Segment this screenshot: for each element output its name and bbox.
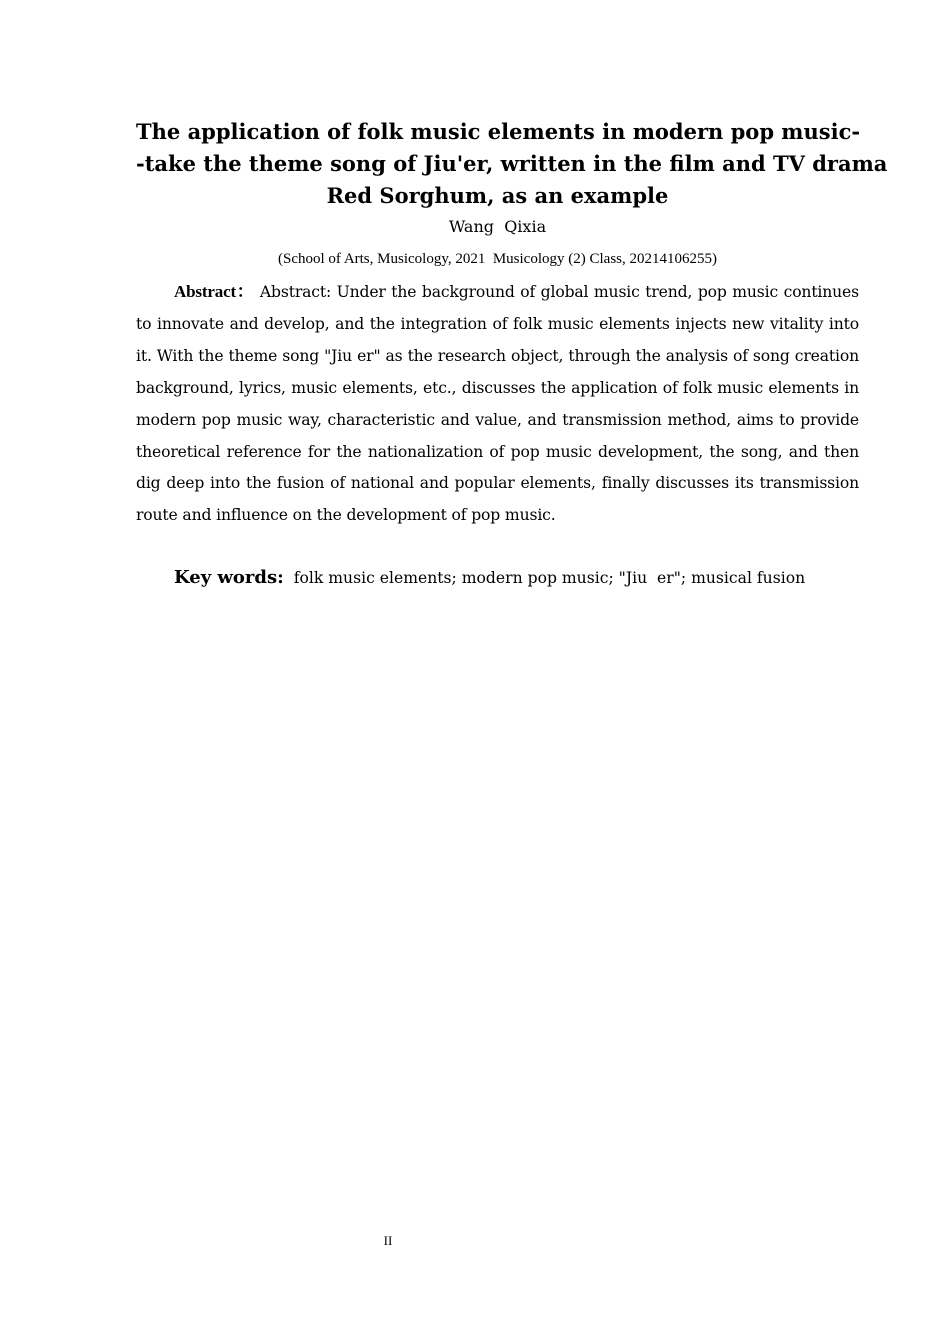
keywords-label: Key words:	[174, 567, 284, 588]
title-line-3: Red Sorghum, as an example	[326, 183, 669, 208]
abstract-separator: ：	[236, 282, 255, 301]
paper-title	[136, 116, 888, 212]
title-line-2: -take the theme song of Jiu'er, written in the film and TV drama	[136, 151, 888, 176]
author-affiliation: (School of Arts, Musicology, 2021 Musicology (2) Class, 20214106255)	[277, 251, 717, 267]
author-name: Wang Qixia	[448, 217, 547, 236]
abstract-text: Abstract: Under the background of global music trend, pop music continues to innovate and develop, and the integration of folk music elements injects new vitality into it. With the theme song "Jiu er" as the research object, through the analysis of song creation background, lyrics, music elements, etc., discusses the application of folk music elements in modern pop music way, characteristic and value, and transmission method, aims to provide theoretical reference for the nationalization of pop music development, the song, and then dig deep into the fusion of national and popular elements, finally discusses its transmission route and influence on the development of pop music.	[136, 283, 859, 525]
keywords-paragraph	[136, 563, 859, 593]
title-line-1: The application of folk music elements in modern pop music-	[136, 119, 861, 144]
page-number: II	[383, 1233, 393, 1248]
abstract-label: Abstract	[174, 282, 237, 301]
abstract-paragraph	[136, 276, 859, 532]
keywords-text: folk music elements; modern pop music; "Jiu er"; musical fusion	[293, 569, 806, 587]
